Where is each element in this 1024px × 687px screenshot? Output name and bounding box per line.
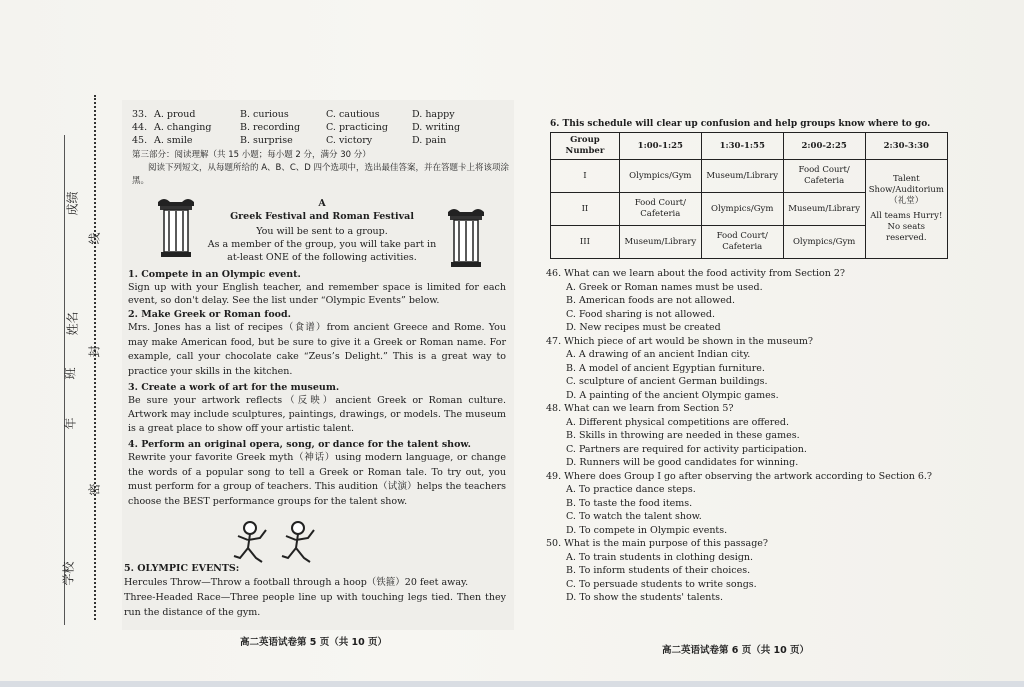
option-c: C. victory	[326, 135, 373, 146]
greek-column-icon	[446, 206, 486, 268]
mc-row	[132, 108, 512, 121]
answer-option: B. American foods are not allowed.	[566, 295, 735, 306]
table-row	[551, 160, 948, 193]
schedule-cell: Olympics/Gym	[783, 226, 865, 259]
table-header: 2:00-2:25	[783, 133, 865, 160]
left-page	[122, 100, 514, 630]
schedule-cell: Museum/Library	[701, 160, 783, 193]
answer-option: B. To inform students of their choices.	[566, 565, 751, 576]
passage-title: Greek Festival and Roman Festival	[230, 211, 414, 222]
binding-margin	[52, 95, 114, 635]
answer-option: C. sculpture of ancient German buildings.	[566, 376, 768, 387]
answer-option: C. Partners are required for activity participation.	[566, 443, 807, 455]
mi-label: 密	[87, 483, 102, 496]
option-b: B. curious	[240, 109, 289, 120]
section-3-text: Be sure your artwork reflects（反映）ancient Greek or Roman culture. Artwork may include sculptures, paintings, drawings, or models. The museum is a great place to show off your artistic talent.	[128, 395, 506, 434]
cell-line: All teams Hurry!	[870, 211, 943, 221]
question-block	[546, 537, 956, 605]
left-page-footer: 高二英语试卷第 5 页（共 10 页）	[240, 637, 388, 648]
question-block	[546, 335, 956, 403]
cell-line: No seats reserved.	[886, 222, 927, 243]
question-block	[546, 267, 956, 335]
schedule-cell: Museum/Library	[783, 193, 865, 226]
section-heading: 第三部分：阅读理解（共 15 小题；每小题 2 分，满分 30 分）	[132, 150, 371, 160]
table-header: 2:30-3:30	[865, 133, 947, 160]
table-header: 1:00-1:25	[619, 133, 701, 160]
schedule-table	[550, 132, 948, 259]
section-6-heading: 6. This schedule will clear up confusion and help groups know where to go.	[550, 119, 931, 129]
grade-label: 年	[63, 417, 78, 430]
xian-label: 线	[87, 232, 102, 245]
question-number: 33.	[132, 109, 148, 120]
section-4-text: Rewrite your favorite Greek myth（神话）using modern language, or change the words of a popular song to tell a Greek or Roman tale. To try out, you must perform for a group of teachers. This audition（试演）helps the teachers choose the BEST performance groups for the talent show.	[128, 452, 506, 507]
schedule-cell: Museum/Library	[619, 226, 701, 259]
question-text: 49. Where does Group I go after observing the artwork according to Section 6.?	[546, 470, 932, 482]
option-a: A. smile	[154, 135, 193, 146]
answer-option: C. Food sharing is not allowed.	[566, 308, 715, 320]
schedule-cell: Food Court/ Cafeteria	[619, 193, 701, 226]
option-d: D. happy	[412, 109, 455, 120]
option-c: C. cautious	[326, 109, 380, 120]
cell-line: Talent	[892, 174, 920, 184]
group-cell: III	[551, 226, 620, 259]
greek-column-icon	[156, 196, 196, 258]
mc-row	[132, 121, 512, 134]
table-header: 1:30-1:55	[701, 133, 783, 160]
answer-option: B. To taste the food items.	[566, 497, 693, 509]
event-hercules: Hercules Throw—Throw a football through a hoop（铁箍）20 feet away.	[124, 577, 469, 588]
mc-row	[132, 134, 512, 147]
school-label: 学校	[61, 561, 76, 586]
section-3-heading: 3. Create a work of art for the museum.	[128, 382, 340, 393]
section-4-heading: 4. Perform an original opera, song, or dance for the talent show.	[128, 439, 471, 450]
option-a: A. changing	[154, 122, 212, 133]
table-header-row	[551, 133, 948, 160]
answer-option: A. To practice dance steps.	[566, 484, 696, 495]
section-5-heading: 5. OLYMPIC EVENTS:	[124, 563, 240, 574]
running-figures-illustration	[228, 518, 328, 564]
group-cell: II	[551, 193, 620, 226]
schedule-cell: Food Court/ Cafeteria	[701, 226, 783, 259]
answer-option: B. Skills in throwing are needed in these games.	[566, 430, 800, 441]
event-three-headed-race: Three-Headed Race—Three people line up with touching legs tied. Then they run the distance of the gym.	[124, 592, 506, 618]
schedule-cell: Olympics/Gym	[619, 160, 701, 193]
answer-option: A. To train students in clothing design.	[566, 551, 754, 563]
class-label: 班	[63, 367, 78, 380]
answer-option: D. A painting of the ancient Olympic games.	[566, 389, 779, 401]
answer-option: D. Runners will be good candidates for winning.	[566, 457, 799, 468]
option-b: B. surprise	[240, 135, 293, 146]
section-instructions: 阅读下列短文，从每题所给的 A、B、C、D 四个选项中，选出最佳答案，并在答题卡上将该项涂黑。	[132, 163, 510, 186]
intro-line: As a member of the group, you will take part in	[207, 239, 437, 250]
passage-letter: A	[318, 198, 326, 209]
talent-show-cell	[865, 160, 947, 259]
answer-option: B. A model of ancient Egyptian furniture.	[566, 362, 765, 374]
option-c: C. practicing	[326, 122, 388, 133]
question-text: 50. What is the main purpose of this passage?	[546, 538, 769, 549]
answer-option: A. A drawing of an ancient Indian city.	[566, 349, 751, 360]
section-2-text: Mrs. Jones has a list of recipes（食谱）from ancient Greece and Rome. You may make American food, but be sure to give it a Greek or Roman name. For example, call your chocolate cake “Zeus’s Delight.” This is a great way to practice your skills in the kitchen.	[128, 322, 506, 377]
option-d: D. writing	[412, 122, 461, 133]
group-cell: I	[551, 160, 620, 193]
section-1-text: Sign up with your English teacher, and remember space is limited for each event, so don't delay. See the list under “Olympic Events” below.	[128, 282, 506, 306]
question-number: 44.	[132, 122, 148, 133]
question-text: 47. Which piece of art would be shown in the museum?	[546, 335, 813, 347]
answer-option: A. Greek or Roman names must be used.	[566, 281, 763, 293]
section-1-heading: 1. Compete in an Olympic event.	[128, 269, 301, 280]
answer-option: A. Different physical competitions are offered.	[566, 416, 789, 428]
intro-line: You will be sent to a group.	[256, 226, 388, 237]
option-b: B. recording	[240, 122, 301, 133]
question-text: 46. What can we learn about the food activity from Section 2?	[546, 268, 846, 279]
option-a: A. proud	[154, 109, 196, 120]
intro-line: at-least ONE of the following activities.	[227, 252, 417, 263]
question-block	[546, 402, 956, 470]
name-label: 姓名	[65, 311, 80, 336]
table-header: Group Number	[551, 133, 620, 160]
answer-option: C. To persuade students to write songs.	[566, 578, 757, 590]
schedule-cell: Olympics/Gym	[701, 193, 783, 226]
cell-line: Show/Auditorium	[868, 185, 944, 195]
question-block	[546, 470, 956, 538]
bottom-edge	[0, 681, 1024, 687]
right-page-footer: 高二英语试卷第 6 页（共 10 页）	[662, 645, 810, 656]
feng-label: 封	[87, 345, 102, 358]
question-number: 45.	[132, 135, 148, 146]
answer-option: D. New recipes must be created	[566, 322, 721, 333]
cell-line: （礼堂）	[889, 196, 924, 206]
answer-option: D. To compete in Olympic events.	[566, 524, 728, 536]
option-d: D. pain	[412, 135, 447, 146]
schedule-cell: Food Court/ Cafeteria	[783, 160, 865, 193]
question-text: 48. What can we learn from Section 5?	[546, 403, 734, 414]
answer-option: D. To show the students' talents.	[566, 592, 724, 603]
section-2-heading: 2. Make Greek or Roman food.	[128, 309, 291, 320]
score-label: 成绩	[65, 191, 80, 216]
answer-option: C. To watch the talent show.	[566, 511, 702, 522]
